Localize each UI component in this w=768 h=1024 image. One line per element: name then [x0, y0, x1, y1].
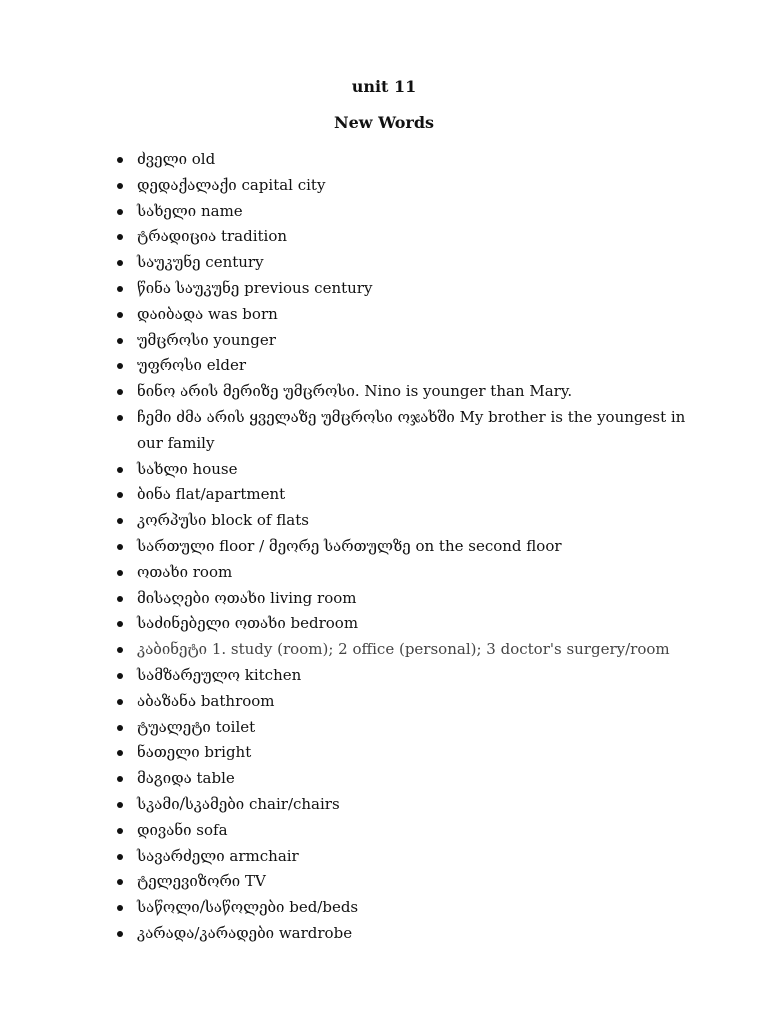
vocabulary-list	[0, 147, 768, 947]
list-item: დივანი sofa	[0, 818, 768, 844]
list-item: აბაზანა bathroom	[0, 689, 768, 715]
list-item: კორპუსი block of flats	[0, 508, 768, 534]
list-item: უფროსი elder	[0, 353, 768, 379]
list-item: დედაქალაქი capital city	[0, 173, 768, 199]
list-item: ნინო არის მერიზე უმცროსი. Nino is younger than Mary.	[0, 379, 768, 405]
unit-title: unit 11	[351, 77, 417, 96]
list-item: წინა საუკუნე previous century	[0, 276, 768, 302]
section-title: New Words	[333, 113, 435, 132]
list-item: საძინებელი ოთახი bedroom	[0, 611, 768, 637]
list-item: ტელევიზორი TV	[0, 869, 768, 895]
list-item: ტრადიცია tradition	[0, 224, 768, 250]
list-item: სახელი name	[0, 199, 768, 225]
list-item: სამზარეულო kitchen	[0, 663, 768, 689]
list-item: ჩემი ძმა არის ყველაზე უმცროსი ოჯახში My brother is the youngest in our family	[0, 405, 768, 457]
list-item: უმცროსი younger	[0, 328, 768, 354]
list-item: მაგიდა table	[0, 766, 768, 792]
list-item: ძველი old	[0, 147, 768, 173]
list-item: დაიბადა was born	[0, 302, 768, 328]
list-item: ბინა flat/apartment	[0, 482, 768, 508]
list-item: მისაღები ოთახი living room	[0, 586, 768, 612]
list-item: ტუალეტი toilet	[0, 715, 768, 741]
list-item: სავარძელი armchair	[0, 844, 768, 870]
list-item: კაბინეტი 1. study (room); 2 office (personal); 3 doctor's surgery/room	[0, 637, 768, 663]
list-item: საწოლი/საწოლები bed/beds	[0, 895, 768, 921]
list-item: საუკუნე century	[0, 250, 768, 276]
list-item: ნათელი bright	[0, 740, 768, 766]
list-item: სართული floor / მეორე სართულზე on the second floor	[0, 534, 768, 560]
list-item: კარადა/კარადები wardrobe	[0, 921, 768, 947]
list-item: ოთახი room	[0, 560, 768, 586]
list-item: სახლი house	[0, 457, 768, 483]
list-item: სკამი/სკამები chair/chairs	[0, 792, 768, 818]
